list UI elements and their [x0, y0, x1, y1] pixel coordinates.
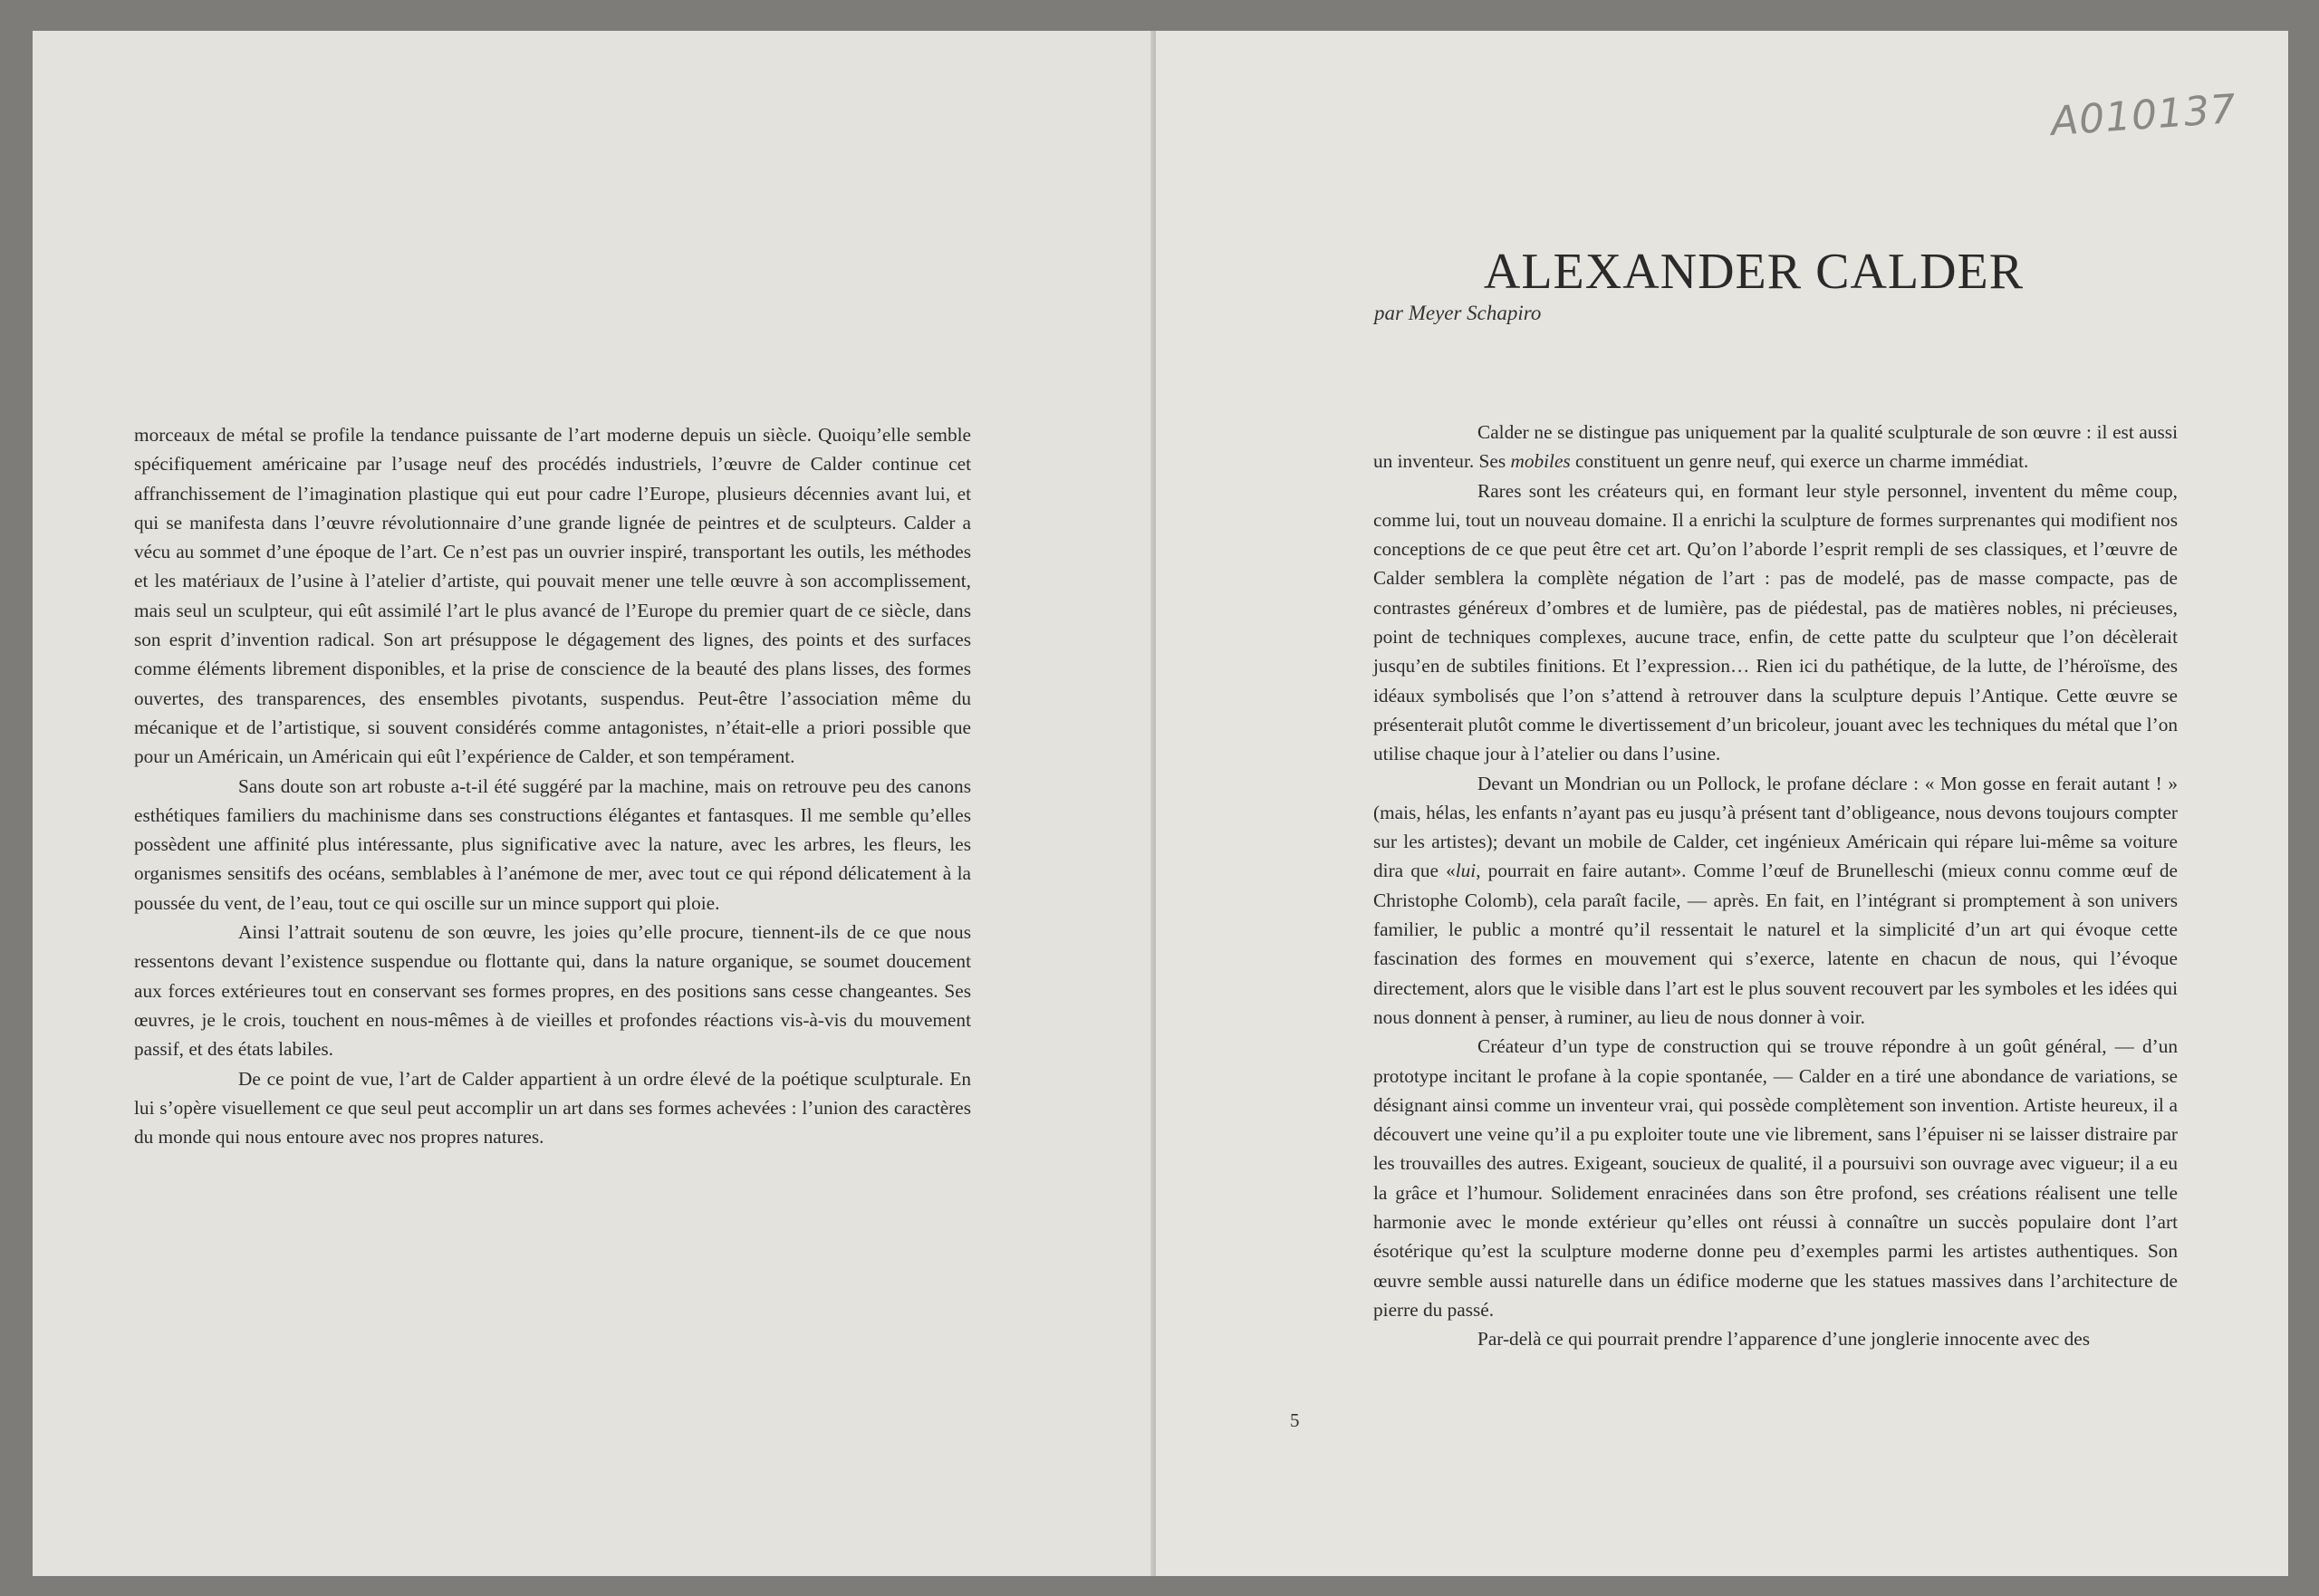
p1-text-a: Calder ne se distingue pas uniquement par la qualité sculpturale de son œuvre : il est aussi un inventeur. Ses: [1373, 421, 2178, 473]
inventory-mark: A010137: [2049, 85, 2238, 146]
page-number: 5: [1290, 1409, 1300, 1431]
left-text-column: [134, 420, 971, 1151]
p3-emphasis: lui: [1455, 860, 1477, 882]
p3-text-b: , pourrait en faire autant». Comme l’œuf de Brunelleschi (mieux connu comme œuf de Christophe Colomb), cela paraît facile, — après. En fait, en l’intégrant si promptement à son univers familier, le public a montré qu’il ressentait le naturel et la simplicité d’un art qui évoque cette fascination des formes en mouvement qui s’exerce, latente en chacun de nous, qui l’évoque directement, alors que le visible dans l’art est le plus souvent recouvert par les symboles et les idées qui nous donnent à penser, à ruminer, au lieu de nous donner à voir.: [1373, 860, 2178, 1028]
article-title: ALEXANDER CALDER: [1483, 243, 2025, 300]
left-paragraph-2: Sans doute son art robuste a-t-il été suggéré par la machine, mais on retrouve peu des canons esthétiques familiers du machinisme dans ses constructions élégantes et fantasques. Il me semble qu’elles possèdent une affinité plus intéressante, plus significative avec la nature, avec les arbres, les fleurs, les organismes sensitifs des océans, semblables à l’anémone de mer, avec tout ce qui répond délicatement à la poussée du vent, de l’eau, tout ce qui oscille sur un mince support qui ploie.: [134, 774, 971, 914]
right-paragraph-5: Par-delà ce qui pourrait prendre l’apparence d’une jonglerie innocente avec des: [1477, 1328, 2091, 1351]
right-text-column: [1373, 418, 2178, 1354]
right-paragraph-3: [1373, 769, 2178, 1033]
right-paragraph-2: Rares sont les créateurs qui, en formant leur style personnel, inventent du même coup, comme lui, tout un nouveau domaine. Il a enrichi la sculpture de formes surprenantes qui modifient nos conceptions de ce que peut être cet art. Qu’on l’aborde l’esprit rempli de ses classiques, et l’œuvre de Calder semblera la complète négation de l’art : pas de modelé, pas de masse compacte, pas de contrastes généreux d’ombres et de lumière, pas de piédestal, pas de matières nobles, ni précieuses, point de techniques complexes, aucune trace, enfin, de cette patte du sculpteur que l’on décèlerait jusqu’en de subtiles finitions. Et l’expression… Rien ici du pathétique, de la lutte, de l’héroïsme, des idéaux symbolisés que l’on s’attend à retrouver dans la sculpture depuis l’Antique. Cette œuvre se présenterait plutôt comme le divertissement d’un bricoleur, jouant avec les techniques du métal que l’on utilise chaque jour à l’atelier ou dans l’usine.: [1373, 479, 2178, 765]
p1-emphasis: mobiles: [1510, 450, 1571, 473]
p1-text-b: constituent un genre neuf, qui exerce un charme immédiat.: [1570, 450, 2029, 473]
right-page: [1156, 31, 2288, 1576]
p3-text-a: Devant un Mondrian ou un Pollock, le profane déclare : « Mon gosse en ferait autant ! » (mais, hélas, les enfants n’ayant pas eu jusqu’à présent tant d’obligeance, nous devons toujours compter sur les artistes); devant un mobile de Calder, cet ingénieux Américain qui répare lui-même sa voiture dira que «: [1373, 772, 2178, 882]
author-byline: par Meyer Schapiro: [1374, 302, 1542, 324]
right-paragraph-4: Créateur d’un type de construction qui se trouve répondre à un goût général, — d’un prototype incitant le profane à la copie spontanée, — Calder en a tiré une abondance de variations, se désignant ainsi comme un inventeur vrai, qui possède complètement son invention. Artiste heureux, il a découvert une veine qu’il a pu exploiter toute une vie librement, sans l’épuiser ni se laisser distraire par les trouvailles des autres. Exigeant, soucieux de qualité, il a poursuivi son ouvrage avec vigueur; il a eu la grâce et l’humour. Solidement enracinées dans son être profond, ses créations réalisent une telle harmonie avec le monde extérieur qu’elles ont réussi à connaître un succès populaire dont l’art ésotérique qu’est la sculpture moderne donne peu d’exemples parmi les artistes authentiques. Son œuvre semble aussi naturelle dans un édifice moderne que les statues massives dans l’architecture de pierre du passé.: [1373, 1035, 2178, 1321]
left-page: [33, 31, 1152, 1576]
right-paragraph-1: [1373, 418, 2178, 476]
left-paragraph-4: De ce point de vue, l’art de Calder appartient à un ordre élevé de la poétique sculpturale. En lui s’opère visuellement ce que seul peut accomplir un art dans ses formes achevées : l’union des caractères du monde qui nous entoure avec nos propres natures.: [134, 1067, 971, 1149]
left-paragraph-3: Ainsi l’attrait soutenu de son œuvre, les joies qu’elle procure, tiennent-ils de ce que nous ressentons devant l’existence suspendue ou flottante qui, dans la nature organique, se soumet doucement aux forces extérieures tout en conservant ses formes propres, en des positions sans cesse changeantes. Ses œuvres, je le crois, touchent en nous-mêmes à de vieilles et profondes réactions vis-à-vis du mouvement passif, et des états labiles.: [134, 921, 971, 1061]
left-paragraph-1: morceaux de métal se profile la tendance puissante de l’art moderne depuis un siècle. Quoiqu’elle semble spécifiquement américaine par l’usage neuf des procédés industriels, l’œuvre de Calder continue cet affranchissement de l’imagination plastique qui eut pour cadre l’Europe, plusieurs décennies avant lui, et qui se manifesta dans l’œuvre révolutionnaire d’une grande lignée de peintres et de sculpteurs. Calder a vécu au sommet d’une époque de l’art. Ce n’est pas un ouvrier inspiré, transportant les outils, les méthodes et les matériaux de l’usine à l’atelier d’artiste, qui pouvait mener une telle œuvre à son accomplissement, mais seul un sculpteur, qui eût assimilé l’art le plus avancé de l’Europe du premier quart de ce siècle, dans son esprit d’invention radical. Son art présuppose le dégagement des lignes, des points et des surfaces comme éléments librement disponibles, et la prise de conscience de la beauté des plans lisses, des formes ouvertes, des transparences, des ensembles pivotants, suspendus. Peut-être l’association même du mécanique et de l’artistique, si souvent considérés comme antagonistes, n’était-elle a priori possible que pour un Américain, un Américain qui eût l’expérience de Calder, et son tempérament.: [134, 424, 971, 768]
